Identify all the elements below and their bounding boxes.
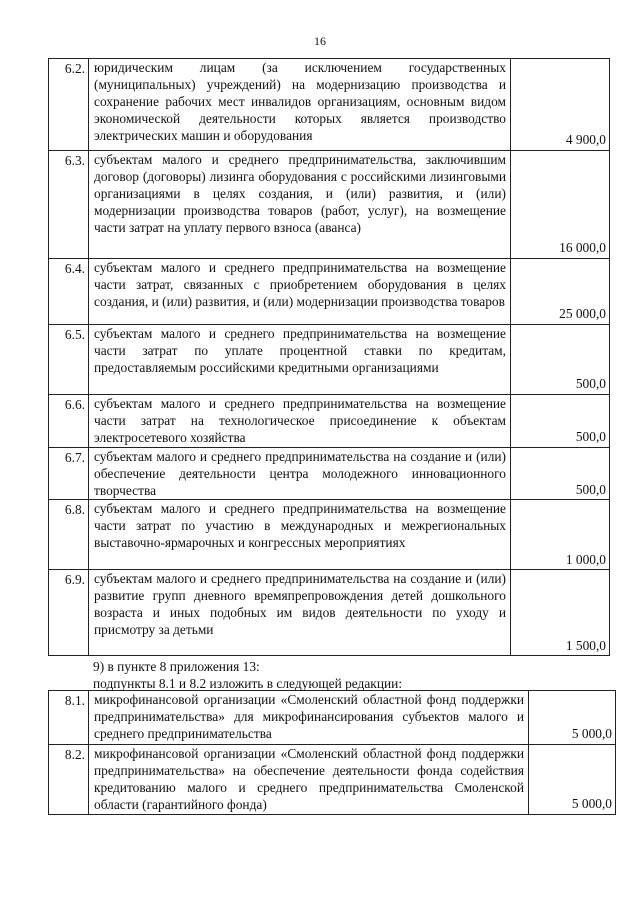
item-amount: 25 000,0	[511, 259, 610, 325]
item-description: юридическим лицам (за исключением государственных (муниципальных) учреждений) на модернизацию производства и сохранение рабочих мест инвалидов организациям, основным видом экономической деятельности которых является производство электрических машин и оборудования	[89, 59, 511, 151]
item-amount: 500,0	[511, 395, 610, 448]
table-row	[49, 447, 610, 500]
item-amount: 1 500,0	[511, 570, 610, 656]
item-number: 8.2.	[49, 745, 89, 815]
item-amount: 1 000,0	[511, 500, 610, 570]
amendment-item-9: 9) в пункте 8 приложения 13:	[93, 659, 260, 674]
item-description: микрофинансовой организации «Смоленский областной фонд поддержки предпринимательства» на обеспечение деятельности фонда содействия кредитованию малого и среднего предпринимательства Смоленской области (гарантийного фонда)	[89, 745, 529, 815]
item-description: субъектам малого и среднего предпринимательства, заключившим договор (договоры) лизинга оборудования с российскими лизинговыми организациями в целях создания, и (или) развития, и (или) модернизации производства товаров (работ, услуг), на возмещение части затрат на уплату первого взноса (аванса)	[89, 151, 511, 259]
amendment-instruction: подпункты 8.1 и 8.2 изложить в следующей редакции:	[93, 676, 403, 691]
item-number: 6.4.	[49, 259, 89, 325]
item-amount: 500,0	[511, 447, 610, 500]
item-number: 6.3.	[49, 151, 89, 259]
item-amount: 500,0	[511, 325, 610, 395]
item-amount: 4 900,0	[511, 59, 610, 151]
item-description: субъектам малого и среднего предпринимательства на возмещение части затрат по участию в международных и межрегиональных выставочно-ярмарочных и конгрессных мероприятиях	[89, 500, 511, 570]
table-row	[49, 325, 610, 395]
item-number: 6.5.	[49, 325, 89, 395]
item-number: 6.2.	[49, 59, 89, 151]
allocation-table-section-6	[48, 58, 610, 656]
item-description: субъектам малого и среднего предпринимательства на создание и (или) развитие групп дневного времяпрепровождения детей дошкольного возраста и иных подобных им видов деятельности по уходу и присмотру за детьми	[89, 570, 511, 656]
item-description: микрофинансовой организации «Смоленский областной фонд поддержки предпринимательства» для микрофинансирования субъектов малого и среднего предпринимательства	[89, 691, 529, 745]
item-number: 8.1.	[49, 691, 89, 745]
item-number: 6.7.	[49, 447, 89, 500]
table-row	[49, 259, 610, 325]
item-description: субъектам малого и среднего предпринимательства на возмещение части затрат на технологическое присоединение к объектам электросетевого хозяйства	[89, 395, 511, 448]
table-row	[49, 59, 610, 151]
item-number: 6.9.	[49, 570, 89, 656]
allocation-table-section-8	[48, 690, 616, 815]
item-amount: 5 000,0	[529, 745, 616, 815]
item-number: 6.8.	[49, 500, 89, 570]
item-description: субъектам малого и среднего предпринимательства на возмещение части затрат, связанных с приобретением оборудования в целях создания, и (или) развития, и (или) модернизации производства товаров	[89, 259, 511, 325]
table-row	[49, 500, 610, 570]
item-amount: 16 000,0	[511, 151, 610, 259]
item-number: 6.6.	[49, 395, 89, 448]
table-row	[49, 395, 610, 448]
table-row	[49, 151, 610, 259]
table-row	[49, 570, 610, 656]
item-description: субъектам малого и среднего предпринимательства на создание и (или) обеспечение деятельности центра молодежного инновационного творчества	[89, 447, 511, 500]
item-amount: 5 000,0	[529, 691, 616, 745]
item-description: субъектам малого и среднего предпринимательства на возмещение части затрат по уплате процентной ставки по кредитам, предоставляемым российскими кредитными организациями	[89, 325, 511, 395]
table-row	[49, 691, 616, 745]
table-row	[49, 745, 616, 815]
page-number: 16	[314, 34, 326, 48]
